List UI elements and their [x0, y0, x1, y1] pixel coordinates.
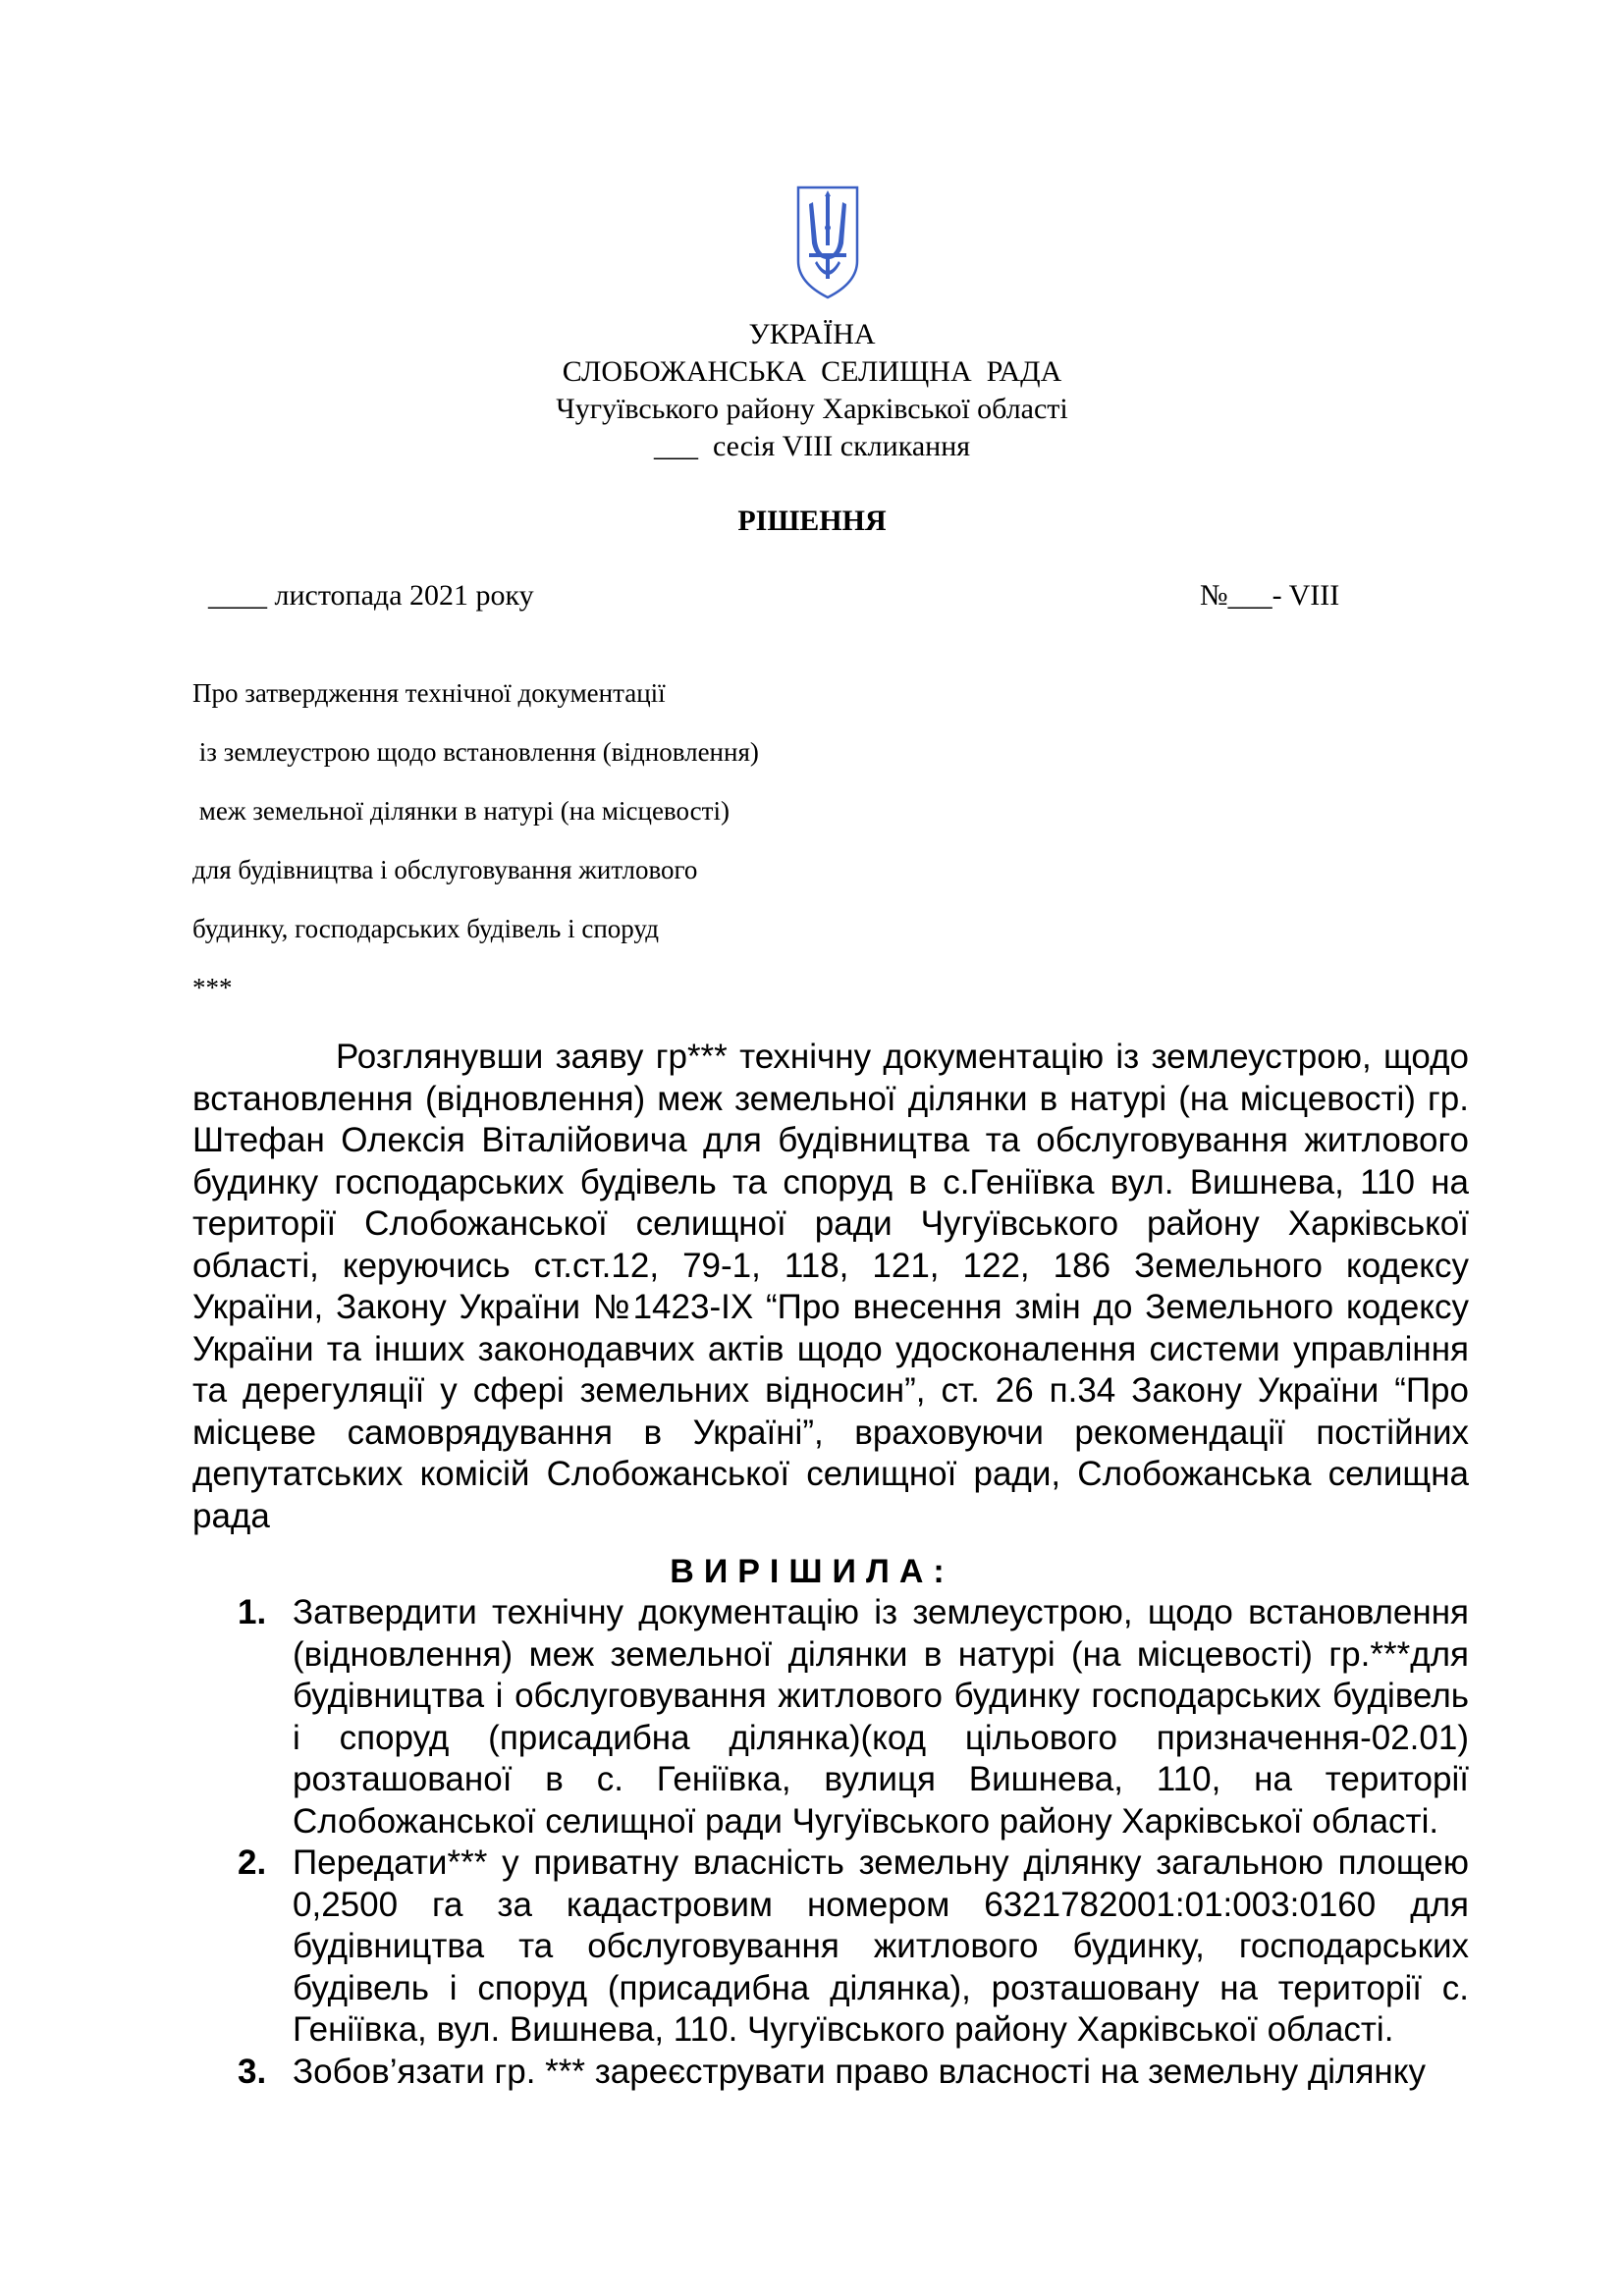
document-title: РІШЕННЯ	[737, 505, 887, 537]
preamble-paragraph: Розглянувши заяву гр*** технічну документацію із землеустрою, щодо встановлення (відновлення) меж земельної ділянки в натурі (на місцевості) гр. Штефан Олексія Віталійовича для будівництва та обслуговування житлового будинку господарських будівель та споруд в с.Геніївка вул. Вишнева, 110 на території Слобожанської селищної ради Чугуївського району Харківської області, керуючись ст.ст.12, 79-1, 118, 121, 122, 186 Земельного кодексу України, Закону України №1423-IX “Про внесення змін до Земельного кодексу України та інших законодавчих актів щодо удосконалення системи управління та дерегуляції у сфері земельних відносин”, ст. 26 п.34 Закону України “Про місцеве самоврядування в Україні”, враховуючи рекомендації постійних депутатських комісій Слобожанської селищної ради, Слобожанська селищна рада	[192, 1038, 1469, 1535]
document-header	[0, 316, 1624, 465]
decision-item	[238, 1592, 1469, 1842]
decision-items	[238, 1592, 1469, 2093]
decision-number: №___- VIII	[1200, 579, 1340, 612]
district-name: Чугуївського району Харківської області	[556, 393, 1068, 425]
subject-line: Про затвердження технічної документації	[192, 678, 666, 708]
session-line: ___ сесія VIII скликання	[653, 430, 971, 462]
item-text: Передати*** у приватну власність земельну ділянку загальною площею 0,2500 га за кадастровим номером 6321782001:01:003:0160 для будівництва та обслуговування житлового будинку, господарських будівель і споруд (присадибна ділянка), розташовану на території с. Геніївка, вул. Вишнева, 110. Чугуївського району Харківської області.	[293, 1843, 1469, 2049]
subject-line: для будівництва і обслуговування житлового	[192, 855, 698, 884]
subject-line: із землеустрою щодо встановлення (відновлення)	[192, 737, 759, 767]
coat-of-arms-trident-icon	[795, 185, 860, 300]
decision-item	[238, 1842, 1469, 2052]
subject-line: меж земельної ділянки в натурі (на місцевості)	[192, 796, 730, 826]
subject-line: будинку, господарських будівель і споруд	[192, 914, 659, 943]
item-text: Затвердити технічну документацію із землеустрою, щодо встановлення (відновлення) меж земельної ділянки в натурі (на місцевості) гр.***для будівництва і обслуговування житлового будинку господарських будівель і споруд (присадибна ділянка)(код цільового призначення-02.01) розташованої в с. Геніївка, вулиця Вишнева, 110, на території Слобожанської селищної ради Чугуївського району Харківської області.	[293, 1593, 1469, 1841]
item-text: Зобов’язати гр. *** зареєструвати право власності на земельну ділянку	[293, 2052, 1426, 2091]
decision-item	[238, 2052, 1469, 2094]
item-number: 2.	[238, 1843, 267, 1882]
council-name: СЛОБОЖАНСЬКА СЕЛИЩНА РАДА	[562, 355, 1062, 388]
item-number: 1.	[238, 1593, 267, 1631]
decision-date: ____ листопада 2021 року	[208, 579, 534, 612]
decision-subject	[192, 664, 759, 1017]
item-number: 3.	[238, 2052, 267, 2091]
subject-line: ***	[192, 973, 233, 1002]
decided-heading: ВИРІШИЛА:	[670, 1553, 954, 1590]
country-name: УКРАЇНА	[748, 318, 876, 350]
